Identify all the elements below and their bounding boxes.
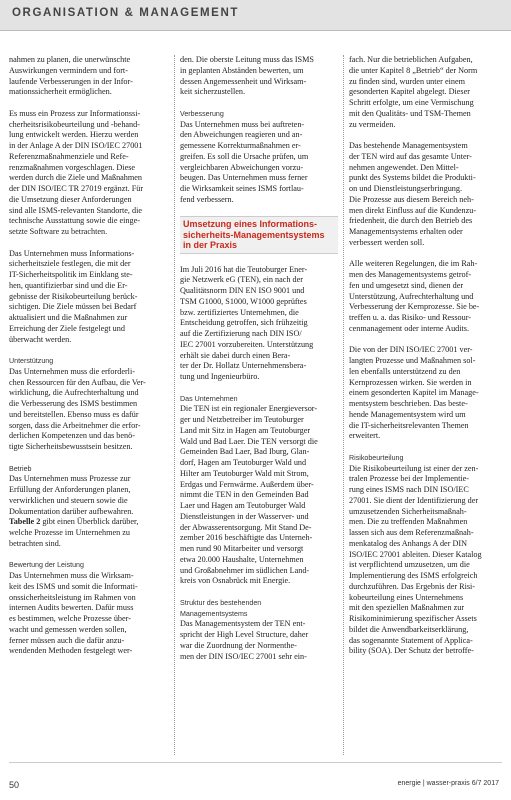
footer-rule xyxy=(9,762,502,763)
paragraph: Alle weiteren Regelungen, die im Rah- men des Managementsystems getrof- fen und umgesetzt sind, dienen der Unterstützung, Aufrechterhaltung und Verbesserung der Kernprozesse. Sie be- treffen u. a. das Risiko- und Ressour- cenmanagement oder interne Audits. xyxy=(349,259,480,333)
page-header xyxy=(0,0,511,30)
text-span: gibt einen Überblick darüber, welche Prozesse im Unternehmen zu betrachten sind. xyxy=(9,517,139,548)
subheading-unternehmen: Das Unternehmen xyxy=(180,394,238,403)
table-reference: Tabelle 2 xyxy=(9,517,41,527)
column-1 xyxy=(9,55,169,657)
paragraph: fach. Nur die betrieblichen Aufgaben, die unter Kapitel 8 „Betrieb“ der Norm zu finden sind, wurden unter einem gesonderten Kapitel abgelegt. Dieser Schritt erfolgte, um eine Vermischung mit den Qualitäts- und TSM-Themen zu vermeiden. xyxy=(349,55,478,129)
subheading-betrieb: Betrieb xyxy=(9,464,32,473)
paragraph: Es muss ein Prozess zur Informationssi- cherheitsrisikobeurteilung und -behand- lung entwickelt werden. Hierzu werden in der Anlage A der DIN ISO/IEC 27001 Referenzmaßnahmenziele und Refe- renzmaßnahmen vorgeschlagen. Diese werden durch die Ziele und Maßnahmen der DIN ISO/IEC TR 27019 ergänzt. Für die Umsetzung dieser Anforderungen sind alle ISMS-relevanten Standorte, die technische Ausstattung sowie die einge- setzte Software zu betrachten. xyxy=(9,108,144,236)
subheading-unterstuetzung: Unterstützung xyxy=(9,357,54,365)
column-divider-1 xyxy=(174,55,175,755)
text-span: Das Unternehmen muss Prozesse zur Erfüllung der Anforderungen planen, verwirklichen und steuern sowie die Dokumentation darüber aufbewahren. xyxy=(9,474,134,516)
paragraph: Das Unternehmen muss die Wirksam- keit des ISMS und somit die Informati- onssicherheitsleistung im Rahmen von internen Audits bewerten. Dafür muss es bestimmen, welche Prozesse über- wacht und gemessen werden sollen, ferner müssen auch die dafür anzu- wendenden Methoden festgelegt wer- xyxy=(9,571,138,656)
subheading-bewertung: Bewertung der Leistung xyxy=(9,561,84,570)
paragraph: Das Unternehmen muss die erforderli- chen Ressourcen für den Aufbau, die Ver- wirklichung, die Aufrechterhaltung und die Verbesserung des ISMS bestimmen und bereitstellen. Ebenso muss es dafür sorgen, dass die Arbeitnehmer die erfor- derlichen Kompetenzen und das benö- tigte Sicherheitsbewusstsein besitzen. xyxy=(9,366,146,451)
paragraph: Im Juli 2016 hat die Teutoburger Ener- gie Netzwerk eG (TEN), ein nach der Qualitätsnorm DIN EN ISO 9001 und TSM G1000, S1000, W1000 geprüftes bzw. zertifiziertes Unternehmen, die Entscheidung getroffen, sich frühzeitig auf die Zertifizierung nach DIN ISO/ IEC 27001 vorzubereiten. Unterstützung erhält sie dabei durch einen Bera- ter der Dr. Hollatz Unternehmensbera- tung und Ingenieurbüro. xyxy=(180,264,314,381)
subheading-verbesserung: Verbesserung xyxy=(180,109,224,118)
publication-info: energie | wasser-praxis 6/7 2017 xyxy=(397,780,499,787)
column-2 xyxy=(180,55,338,662)
paragraph: Die TEN ist ein regionaler Energieversor- ger und Netzbetreiber im Teutoburger Land mit Sitz in Hagen am Teutoburger Wald und Bad Laer. Die TEN versorgt die Gemeinden Bad Laer, Bad Iburg, Glan- dorf, Hagen am Teutoburger Wald und Hilter am Teutoburger Wald mit Strom, Erdgas und Fernwärme. Außerdem über- nimmt die TEN in den Gemeinden Bad Laer und Hagen am Teutoburger Wald Dienstleistungen in der Wasserver- und der Abwasserentsorgung. Mit Stand De- zember 2016 beschäftigte das Unterneh- men rund 90 Mitarbeiter und versorgt etwa 20.000 Haushalte, Unternehmen und Großabnehmer im südlichen Land- kreis von Osnabrück mit Energie. xyxy=(180,404,318,586)
column-3 xyxy=(349,55,501,657)
header-rule xyxy=(0,30,511,31)
paragraph: den. Die oberste Leitung muss das ISMS in geplanten Abständen bewerten, um dessen Angemessenheit und Wirksam- keit sicherzustellen. xyxy=(180,55,314,97)
subheading-risikobeurteilung: Risikobeurteilung xyxy=(349,453,404,462)
paragraph xyxy=(9,474,169,549)
section-title: ORGANISATION & MANAGEMENT xyxy=(12,7,239,19)
paragraph: Das Unternehmen muss bei auftreten- den Abweichungen reagieren und an- gemessene Korrekturmaßnahmen er- greifen. Es soll die Ursache prüfen, um vergleichbaren Abweichungen vorzu- beugen. Das Unternehmen muss ferner die Wirksamkeit seines ISMS fortlau- fend verbessern. xyxy=(180,119,309,204)
column-divider-2 xyxy=(343,55,344,755)
paragraph: Die Risikobeurteilung ist einer der zen- tralen Prozesse bei der Implementie- rung eines ISMS nach DIN ISO/IEC 27001. Sie dient der Identifizierung der umzusetzenden Sicherheitsmaßnah- men. Die zu treffenden Maßnahmen lassen sich aus dem Referenzmaßnah- menkatalog des Anhangs A der DIN ISO/IEC 27001 ableiten. Dieser Katalog ist verpflichtend umzusetzen, um die Implementierung des ISMS erfolgreich durchzuführen. Das Ergebnis der Risi- kobeurteilung eines Unternehmens mit den speziellen Maßnahmen zur Risikominimierung spezifischer Assets bildet die Anwendbarkeitserklärung, das sogenannte Statement of Applica- bility (SOA). Der Schutz der betroffe- xyxy=(349,463,482,656)
paragraph: Das Unternehmen muss Informations- sicherheitsziele festlegen, die mit der IT-Sicherheitspolitik im Einklang ste- hen, quantifizierbar sind und die Er- gebnisse der Risikobeurteilung berück- sichtigen. Die Ziele müssen bei Bedarf aktualisiert und die Maßnahmen zur Erreichung der Ziele festgelegt und überwacht werden. xyxy=(9,248,138,344)
paragraph: Das Managementsystem der TEN ent- spricht der High Level Structure, daher war die Zuordnung der Normenthe- men der DIN ISO/IEC 27001 sehr ein- xyxy=(180,619,309,661)
paragraph: Das bestehende Managementsystem der TEN wird auf das gesamte Unter- nehmen angewendet. Den Mittel- punkt des Systems bildet die Produkti- on und Dienstleistungserbringung. Die Prozesse aus diesem Bereich neh- men direkt Einfluss auf die Kundenzu- friedenheit, die durch den Betrieb des Managementsystems erhalten oder verbessert werden soll. xyxy=(349,141,477,247)
paragraph: Die von der DIN ISO/IEC 27001 ver- langten Prozesse und Maßnahmen sol- len ebenfalls unterstützend zu den Kernprozessen wirken. Sie werden in einem gesonderten Kapitel im Manage- mentsystem beschrieben. Das beste- hende Managementsystem wird um die IT-sicherheitsrelevanten Themen erweitert. xyxy=(349,345,479,441)
subheading-struktur: Struktur des bestehenden Managementsystems xyxy=(180,598,262,618)
paragraph: nahmen zu planen, die unerwünschte Auswirkungen vermindern und fort- laufende Verbesserungen in der Infor- mationssicherheit ermöglichen. xyxy=(9,55,133,97)
section-heading: Umsetzung eines Informations- sicherheits-Managementsystems in der Praxis xyxy=(180,216,338,254)
page-number: 50 xyxy=(9,780,20,790)
